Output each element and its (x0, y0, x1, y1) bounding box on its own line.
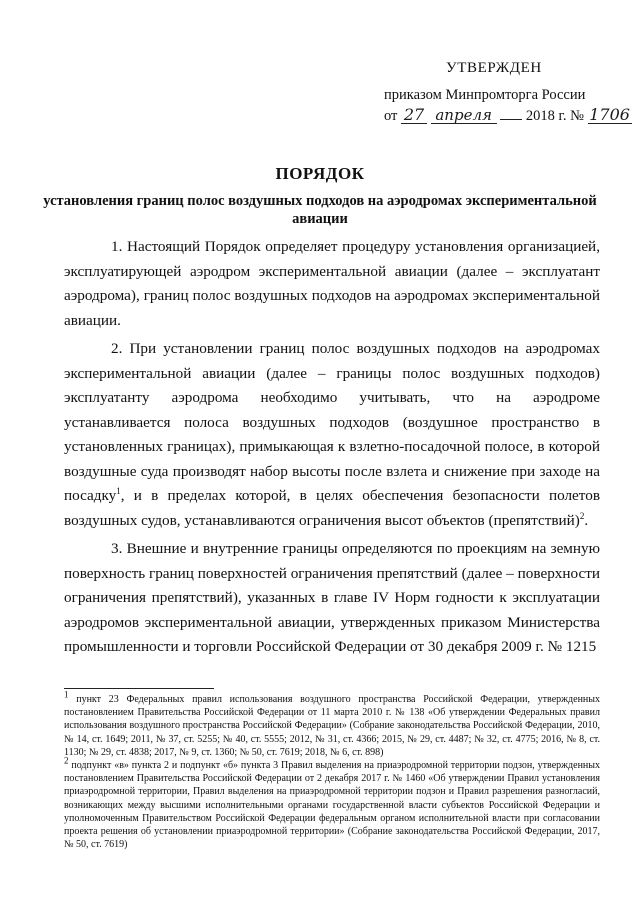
footnote-2-text: подпункт «в» пункта 2 и подпункт «б» пункта 3 Правил выделения на приаэродромной территории подзон, утвержденных постановлением Правительства Российской Федерации от 2 декабря 2017 г. № 1460 «Об утверждении Правил установления приаэродромной территории, Правил выделения на приаэродромной территории подзон и Правил разрешения разногласий, возникающих между высшими исполнительными органами государственной власти субъектов Российской Федерации и уполномоченным Правительством Российской Федерации федеральным органом исполнительной власти при согласовании проекта решения об установлении приаэродромной территории» (Собрание законодательства Российской Федерации, 2017, № 50, ст. 7619) (64, 760, 600, 851)
paragraph-2 (64, 337, 600, 533)
footnotes (64, 689, 600, 851)
document-body (64, 235, 600, 664)
footnote-1-text: пункт 23 Федеральных правил использования воздушного пространства Российской Федерации, утвержденных постановлением Правительства Российской Федерации от 11 марта 2010 г. № 138 «Об утверждении Федеральных правил использования воздушного пространства Российской Федерации» (Собрание законодательства Российской Федерации, 2010, № 14, ст. 1649; 2011, № 37, ст. 5255; № 40, ст. 5555; 2012, № 31, ст. 4366; 2015, № 29, ст. 4487; № 32, ст. 4775; 2016, № 8, ст. 1130; № 29, ст. 4838; 2017, № 9, ст. 1360; № 50, ст. 7619; 2018, № 6, ст. 898) (64, 694, 600, 758)
footnote-2-mark: 2 (64, 755, 69, 766)
footnote-1 (64, 689, 600, 759)
handwritten-day: 27 (401, 107, 427, 124)
approval-order-line: приказом Минпромторга России (384, 87, 586, 103)
footnote-divider (64, 688, 214, 689)
footnote-ref-1: 1 (116, 485, 121, 496)
paragraph-2-part-b: , и в пределах которой, в целях обеспечения безопасности полетов воздушных судов, устанавливаются ограничения высот объектов (препятствий) (64, 487, 600, 529)
year-label: 2018 г. № (525, 108, 584, 124)
date-blank (500, 119, 522, 120)
handwritten-month: апреля (431, 107, 497, 124)
document-subtitle: установления границ полос воздушных подходов на аэродромах экспериментальной авиации (43, 193, 597, 227)
handwritten-order-number: 1706 (589, 105, 630, 124)
approval-date-line (384, 107, 632, 125)
footnote-1-mark: 1 (64, 689, 69, 700)
paragraph-2-part-a: 2. При установлении границ полос воздушных подходов на аэродромах экспериментальной авиации (далее – границы полос воздушных подходов) эксплуатанту аэродрома необходимо учитывать, что на аэродроме устанавливается полоса воздушных подходов (воздушное пространство в установленных границах), примыкающая к взлетно-посадочной полосе, в которой воздушные суда производят набор высоты после взлета и снижение при заходе на посадку (64, 340, 600, 504)
date-prefix: от (384, 108, 398, 124)
paragraph-1: 1. Настоящий Порядок определяет процедуру установления организацией, эксплуатирующей аэродром экспериментальной авиации (далее – эксплуатант аэродрома), границ полос воздушных подходов на аэродромах экспериментальной авиации. (64, 238, 600, 329)
footnote-ref-2: 2 (579, 510, 585, 521)
document-title: ПОРЯДОК (275, 164, 365, 183)
paragraph-2-part-c: . (584, 511, 589, 529)
paragraph-3: 3. Внешние и внутренние границы определяются по проекциям на земную поверхность границ поверхностей ограничения препятствий (далее – поверхности ограничения препятствий), указанных в главе IV Норм годности к эксплуатации аэродромов экспериментальной авиации, утвержденных приказом Министерства промышленности и торговли Российской Федерации от 30 декабря 2009 г. № 1215 (64, 540, 600, 655)
approval-heading: УТВЕРЖДЕН (446, 60, 542, 76)
footnote-2 (64, 755, 600, 851)
